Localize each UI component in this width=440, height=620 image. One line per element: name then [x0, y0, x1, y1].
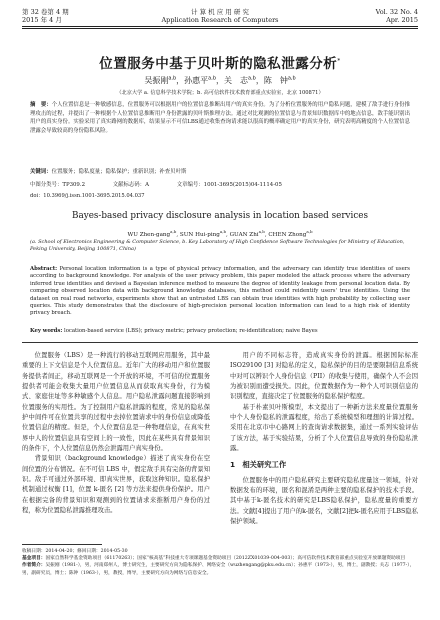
footnote	[22, 548, 418, 577]
header-rule-thin	[22, 28, 418, 29]
author-affil-mark: a,b	[219, 229, 227, 234]
abstract-en	[30, 266, 410, 318]
keywords-text: location-based service (LBS); privacy metric; privacy protection; re-identification; naive Bayes	[64, 328, 318, 334]
classification-line	[30, 181, 410, 189]
title-footnote-mark: *	[337, 57, 341, 65]
volume-issue-en: Vol. 32 No. 4	[375, 8, 418, 16]
author-bio	[22, 562, 418, 576]
author-affil-mark: a,b	[248, 75, 256, 82]
abstract-label: 摘 要：	[30, 102, 52, 108]
author-text: WU Zhen-gang	[127, 231, 171, 238]
keywords-cn	[30, 168, 410, 176]
running-header	[22, 6, 418, 36]
date-en: Apr. 2015	[386, 16, 418, 24]
author-affil-mark: a,b	[306, 229, 313, 234]
author-affil-mark: a,b	[208, 75, 216, 82]
title-text: 位置服务中基于贝叶斯的隐私泄露分析	[99, 56, 338, 72]
doi: doi：10.3969/j.issn.1001-3695.2015.04.037	[30, 193, 145, 199]
author-text: , CHEN Zhong	[264, 231, 307, 238]
fund-label: 基金项目：	[22, 556, 46, 562]
abstract-text: Personal location information is a type of physical privacy information, and the adversary can identify true identities of users according to background knowledge. For analysis of the user privacy problem, this paper modeled the attack process where the adversary inferred true identities and devised a Bayesian inference method to measure the degree of identity leakage from personal location data. By comparing observed location data with background knowledge databases, this method could reidentify users' true identities. Using the dataset on real road networks, experiments show that an untrusted LBS can obtain true identities with high probability by collecting user queries. This study demonstrates that the disclosure of high-precision personal location information can lead to a high risk of identity privacy breach.	[30, 266, 410, 317]
fund-info	[22, 555, 418, 562]
paper-title-en: Bayes-based privacy disclosure analysis in location based services	[72, 211, 368, 221]
abstract-label: Abstract:	[30, 266, 58, 272]
body-column-right	[230, 351, 418, 528]
keywords-label: 关键词：	[30, 169, 52, 175]
author-text: , GUAN Zhi	[226, 231, 259, 238]
author-text: 吴振刚	[144, 76, 169, 85]
bio-text: 吴振刚（1981-），男，河南郑州人，博士研究生，主要研究方向为隐私保护、网络安全（wuzhengang@pku.edu.cn）；孙惠平（1973-），男，博士，副教授；关志（1977-），男，副研究员，博士；陈钟（1963-），男，教授，博导，主要研究方向为网络与信息安全。	[22, 563, 415, 576]
body-column-left	[22, 351, 210, 517]
date-cn: 2015 年 4 月	[22, 16, 62, 24]
header-rule	[22, 26, 418, 27]
document-code: 文献标志码：A	[112, 182, 149, 188]
body-paragraph: 用户的不同标志符，造成真实身份的泄露。根据国际标准 ISO29100 [3] 对隐私的定义，隐私保护的目的是要限制信息系统中对可以辨识个人身份信息（PII）的收集与使用，确保个人不会因为被识别而遭受损失。因此，位置数据作为一种个人可识别信息的识别程度，直接决定了位置服务的隐私保护程度。	[230, 352, 418, 401]
journal-name	[22, 8, 418, 24]
abstract-separator	[22, 342, 418, 343]
paper-title-cn	[0, 52, 440, 72]
body-paragraph: 位置服务（LBS）是一种流行的移动互联网应用服务，其中最重要的上下文信息是个人位置信息。近年广大的移动用户和位置服务提供者间正，移动互联网是一个开放的环境，不可信的位置服务提供者可能会收集大量用户位置信息从而获取真实身份，行为模式、家庭住址等多种敏感个人信息。用户隐私泄露问题直接影响到位置服务的实用性。为了控制用户隐私泄露的程度，常见的隐私保护中间件可在位置共享的过程中去掉位置请求中的身份信息或降低位置信息的精度。但是，个人位置信息是一种物理信息，在真实世界中人的位置信息具有空间上的一致性，因此在某些具有背景知识的条件下，个人位置信息仍然会泄露用户真实身份。	[22, 352, 210, 453]
author-text: ，孙惠平	[176, 76, 209, 85]
journal-name-en: Application Research of Computers	[161, 16, 279, 24]
clc-number: 中图分类号：TP309.2	[30, 182, 85, 188]
section-heading: 1 相关研究工作	[230, 460, 287, 470]
received-date: 收稿日期：2014-04-20；修回日期：2014-05-30	[22, 549, 128, 554]
fund-text: 国家自然科学基金资助项目（61170263）；国家“核高基”科技重大专项课题基金资助项目（2012ZX01039-004-003）；高可信软件技术教育部重点实验室开放课题资助项目	[45, 556, 406, 562]
author-text: ，陈 钟	[255, 76, 288, 85]
authors-cn	[0, 75, 440, 86]
author-affil-mark: a,b	[287, 75, 296, 82]
abstract-cn	[30, 101, 410, 135]
footnote-rule	[22, 544, 102, 545]
keywords-en	[30, 328, 410, 335]
author-text: ，关 志	[216, 76, 248, 85]
affiliation-cn: （北京大学 a. 信息科学技术学院；b. 高可信软件技术教育部重点实验室，北京 100871）	[116, 90, 324, 96]
authors-en	[0, 229, 440, 238]
abstract-text: 个人位置信息是一种敏感信息，位置服务可以根据用户的位置信息推断出用户的真实身份。为了分析位置服务的用户隐私问题，建模了敌手进行身份推理攻击的过程，并提出了一种根据个人位置信息推断用户身份泄露的贝叶斯推理方法。通过对比观测的位置信息与背景知识数据库中的地点信息，敌手能识别出用户的真实身份。实验采用了真实路网的数据库，结果显示不可信LBS通过收集查询请求能以很高的概率确定用户的真实身份，研究表明高精度的个人位置信息泄露会导致较高的身份隐私风险。	[30, 102, 410, 134]
bio-label: 作者简介：	[22, 563, 46, 569]
affiliation-en: (a. School of Electronics Engineering & Computer Science, b. Key Laboratory of High Confidence Software Technologies for Ministry of Education, Peking University, Beijing 100871, China)	[30, 239, 405, 253]
issue-info-en	[376, 8, 418, 24]
author-text: , SUN Hui-ping	[176, 231, 220, 238]
keywords-text: 位置服务；隐私度量；隐私保护；重新识别；补查贝叶斯	[51, 169, 187, 175]
journal-name-cn: 计 算 机 应 用 研 究	[191, 8, 249, 16]
author-affil-mark: a,b	[168, 75, 177, 82]
volume-issue-cn: 第 32 卷第 4 期	[22, 8, 69, 16]
body-paragraph: 背景知识（background knowledge）描述了真实身份在空间位置的分布情况。在不可信 LBS 中，假定敌手具有完备的背景知识。敌手可通过外部环境、即真实世界，获取这种知识。隐私保护机制通过权衡 [1]，位置 k-匿名 [2] 等方法来提供身份保护。用户在根据完备的背景知识和观测到的位置请求来推断用户身份的过程，称为位置隐私泄露推理攻击。	[22, 455, 210, 515]
keywords-label: Key words:	[30, 328, 63, 334]
body-paragraph: 基于朴素贝叶斯模型，本文提出了一种新方法来度量位置服务中个人身份隐私的泄露程度，给出了系统模型和理想的计算过程。采用在北京市中心路网上的查询请求数据集，通过一系列实验评估了该方法，基于实验结果，分析了个人位置信息导致的身份隐私泄露。	[230, 403, 418, 453]
body-paragraph: 位置服务中的用户隐私研究主要研究隐私度量这一领域，针对数据发布的环境，匿名和混淆是两种主要的隐私保护的技术手段。其中基于k-匿名技术的研究是LBS隐私保护，隐私度量的重要方法。文献[4]提出了用户的k-匿名，文献[2]把k-匿名应用于LBS隐私保护领域。	[230, 476, 418, 526]
author-affil-mark: a,b	[170, 229, 177, 234]
article-number: 文章编号：1001-3695(2015)04-1114-05	[176, 182, 282, 188]
author-affil-mark: a,b	[258, 229, 265, 234]
